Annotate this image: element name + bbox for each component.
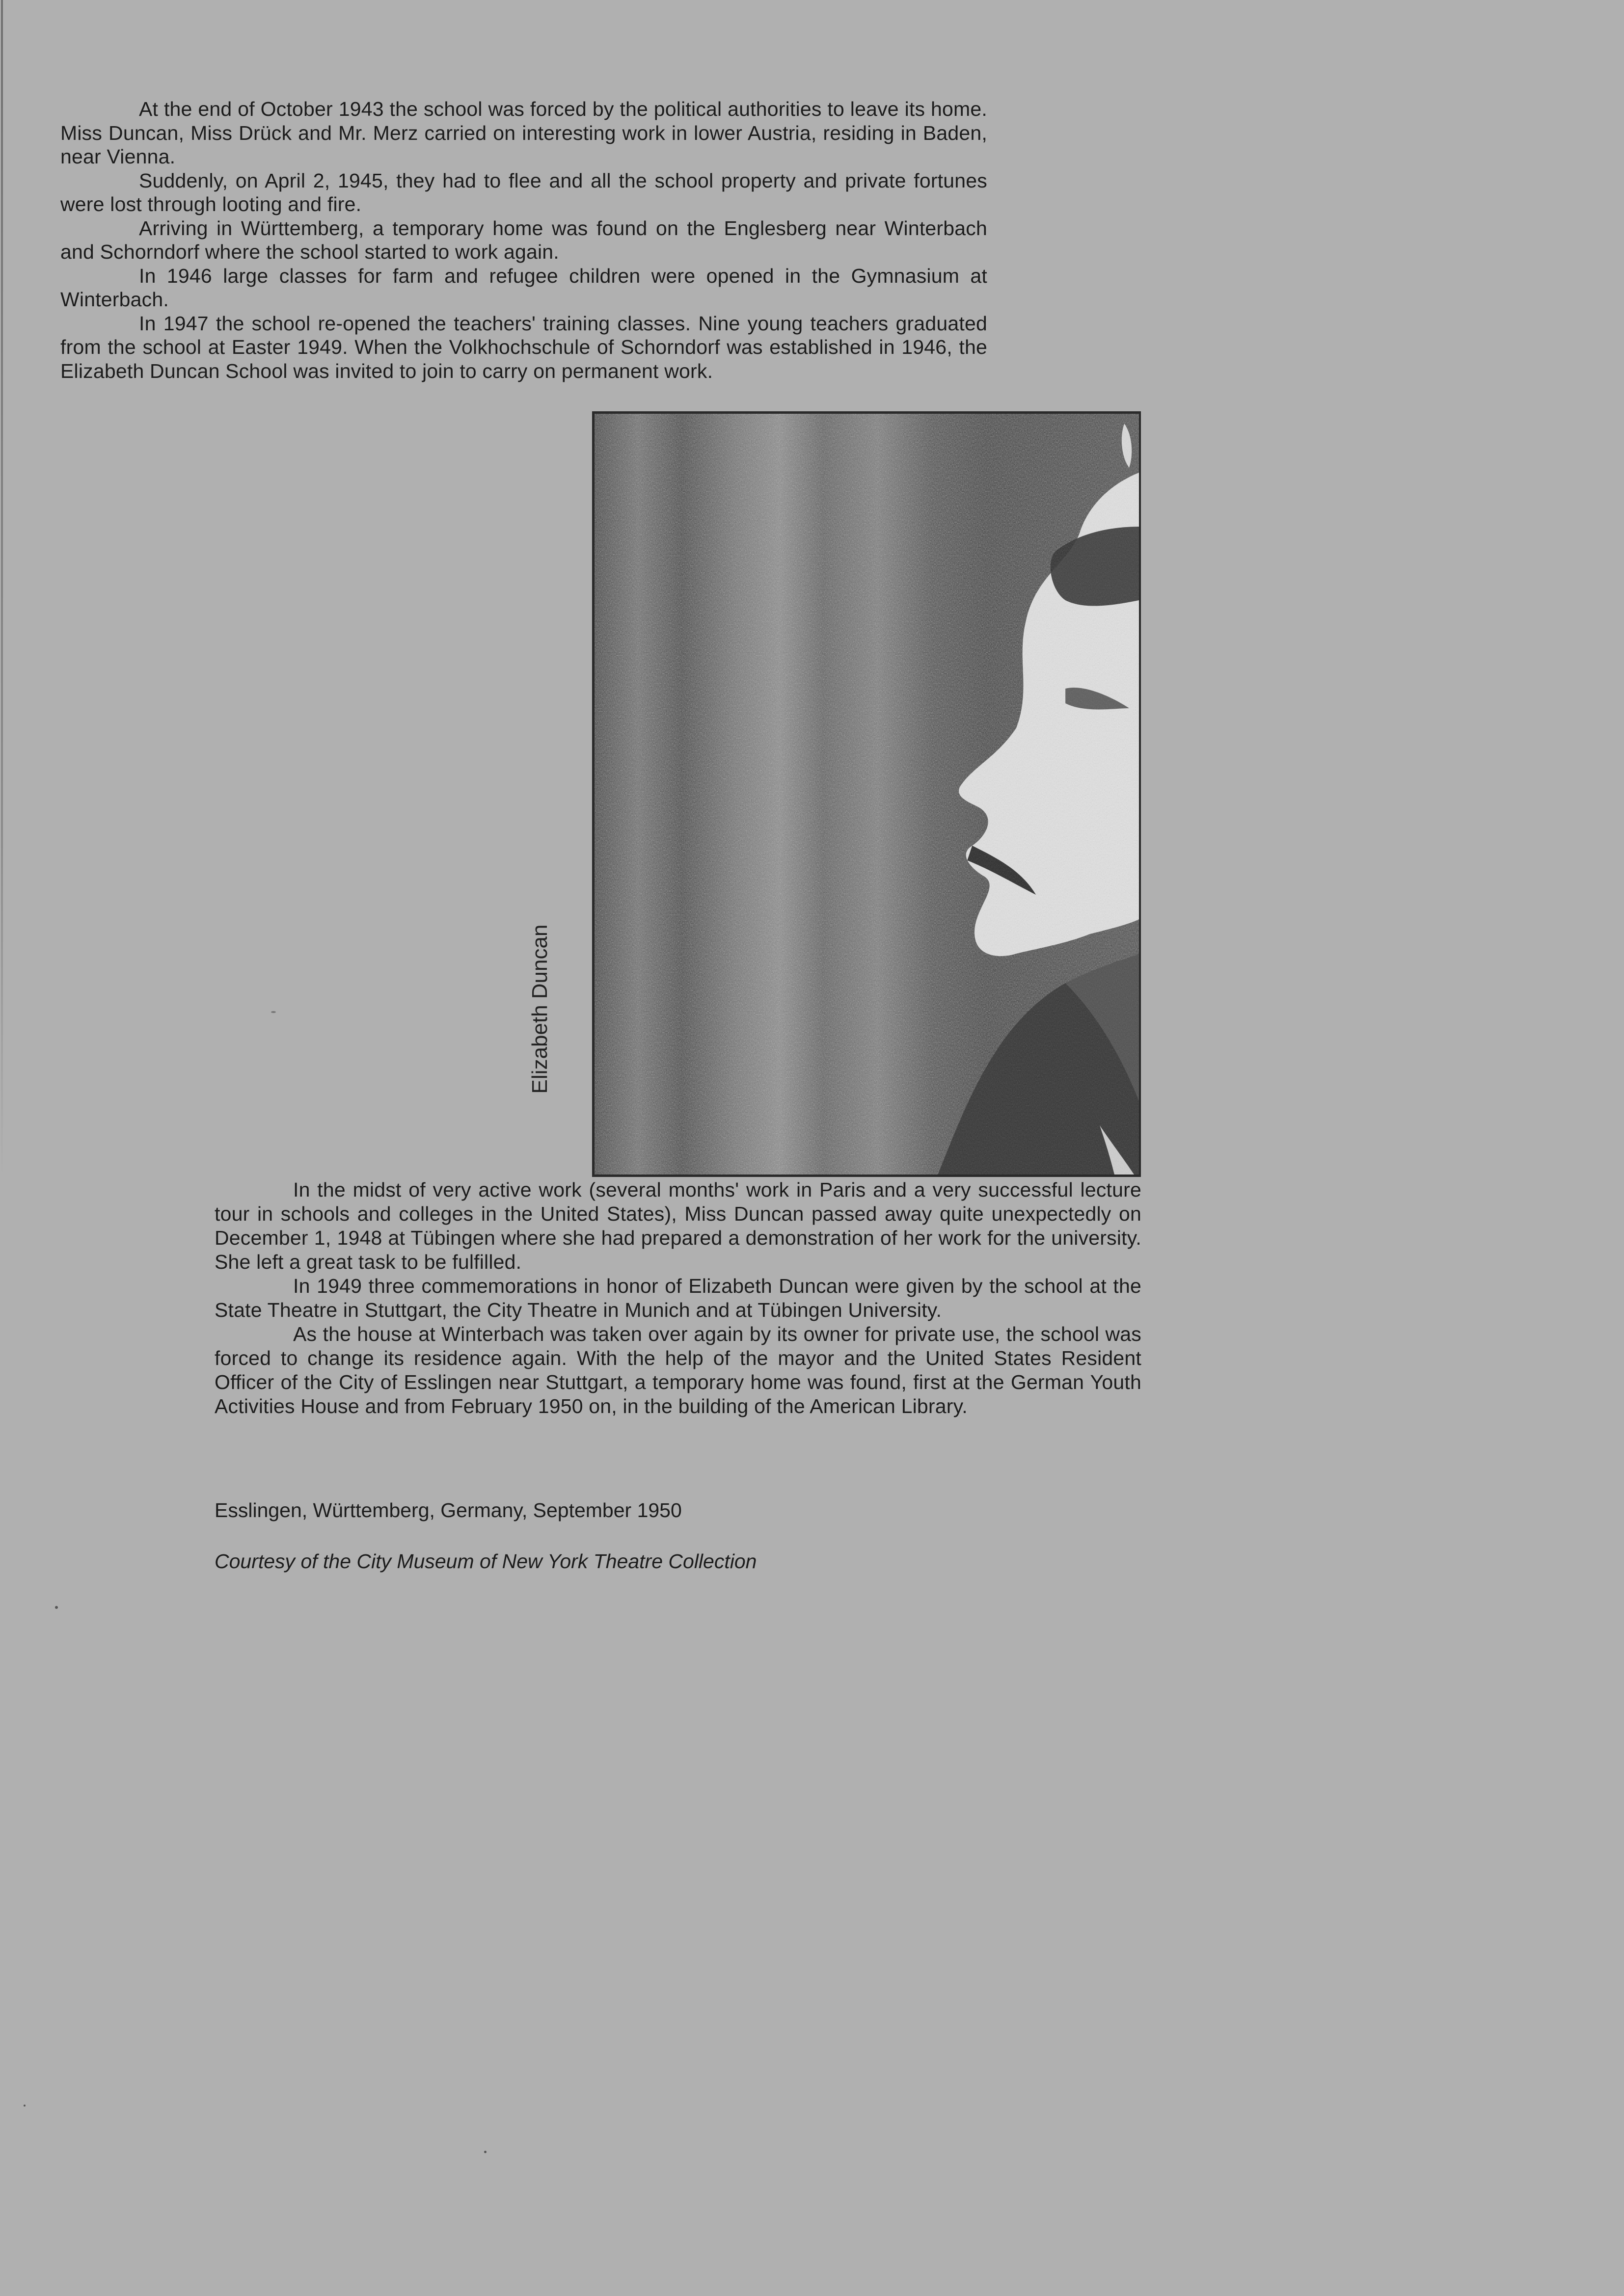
portrait-photo: [592, 411, 1141, 1177]
portrait-image: [595, 414, 1139, 1175]
lower-text-block: [215, 1178, 1141, 1418]
scan-speck: [24, 2105, 26, 2107]
paragraph-wurttemberg: Arriving in Württemberg, a temporary home was found on the Englesberg near Winterbach and Schorndorf where the school started to work again.: [60, 216, 987, 263]
upper-text-block: [60, 97, 987, 383]
paragraph-death-1948: In the midst of very active work (several months' work in Paris and a very successful lecture tour in schools and colleges in the United States), Miss Duncan passed away quite unexpectedly on December 1, 1948 at Tübingen where she had prepared a demonstration of her work for the university. She left a great task to be fulfilled.: [215, 1178, 1141, 1273]
scan-speck: [55, 1606, 58, 1609]
scan-speck: [484, 2151, 487, 2153]
scan-edge-line: [1, 0, 3, 1178]
paragraph-commemorations-1949: In 1949 three commemorations in honor of Elizabeth Duncan were given by the school at the State Theatre in Stuttgart, the City Theatre in Munich and at Tübingen University.: [215, 1275, 1141, 1321]
paragraph-1947: In 1947 the school re-opened the teachers' training classes. Nine young teachers graduated from the school at Easter 1949. When the Volkhochschule of Schorndorf was established in 1946, the Elizabeth Duncan School was invited to join to carry on permanent work.: [60, 312, 987, 382]
place-date-line: Esslingen, Württemberg, Germany, September 1950: [215, 1499, 682, 1522]
paragraph-1945: Suddenly, on April 2, 1945, they had to flee and all the school property and private fortunes were lost through looting and fire.: [60, 169, 987, 215]
photo-caption: Elizabeth Duncan: [528, 924, 552, 1094]
paragraph-esslingen-move: As the house at Winterbach was taken over again by its owner for private use, the school was forced to change its residence again. With the help of the mayor and the United States Resident Officer of the City of Esslingen near Stuttgart, a temporary home was found, first at the German Youth Activities House and from February 1950 on, in the building of the American Library.: [215, 1323, 1141, 1417]
paragraph-1946: In 1946 large classes for farm and refugee children were opened in the Gymnasium at Winterbach.: [60, 264, 987, 311]
paragraph-1943: At the end of October 1943 the school was forced by the political authorities to leave its home. Miss Duncan, Miss Drück and Mr. Merz carried on interesting work in lower Austria, residing in Baden, near Vienna.: [60, 98, 987, 168]
courtesy-credit: Courtesy of the City Museum of New York Theatre Collection: [215, 1550, 757, 1573]
scan-speck: [271, 1011, 276, 1013]
